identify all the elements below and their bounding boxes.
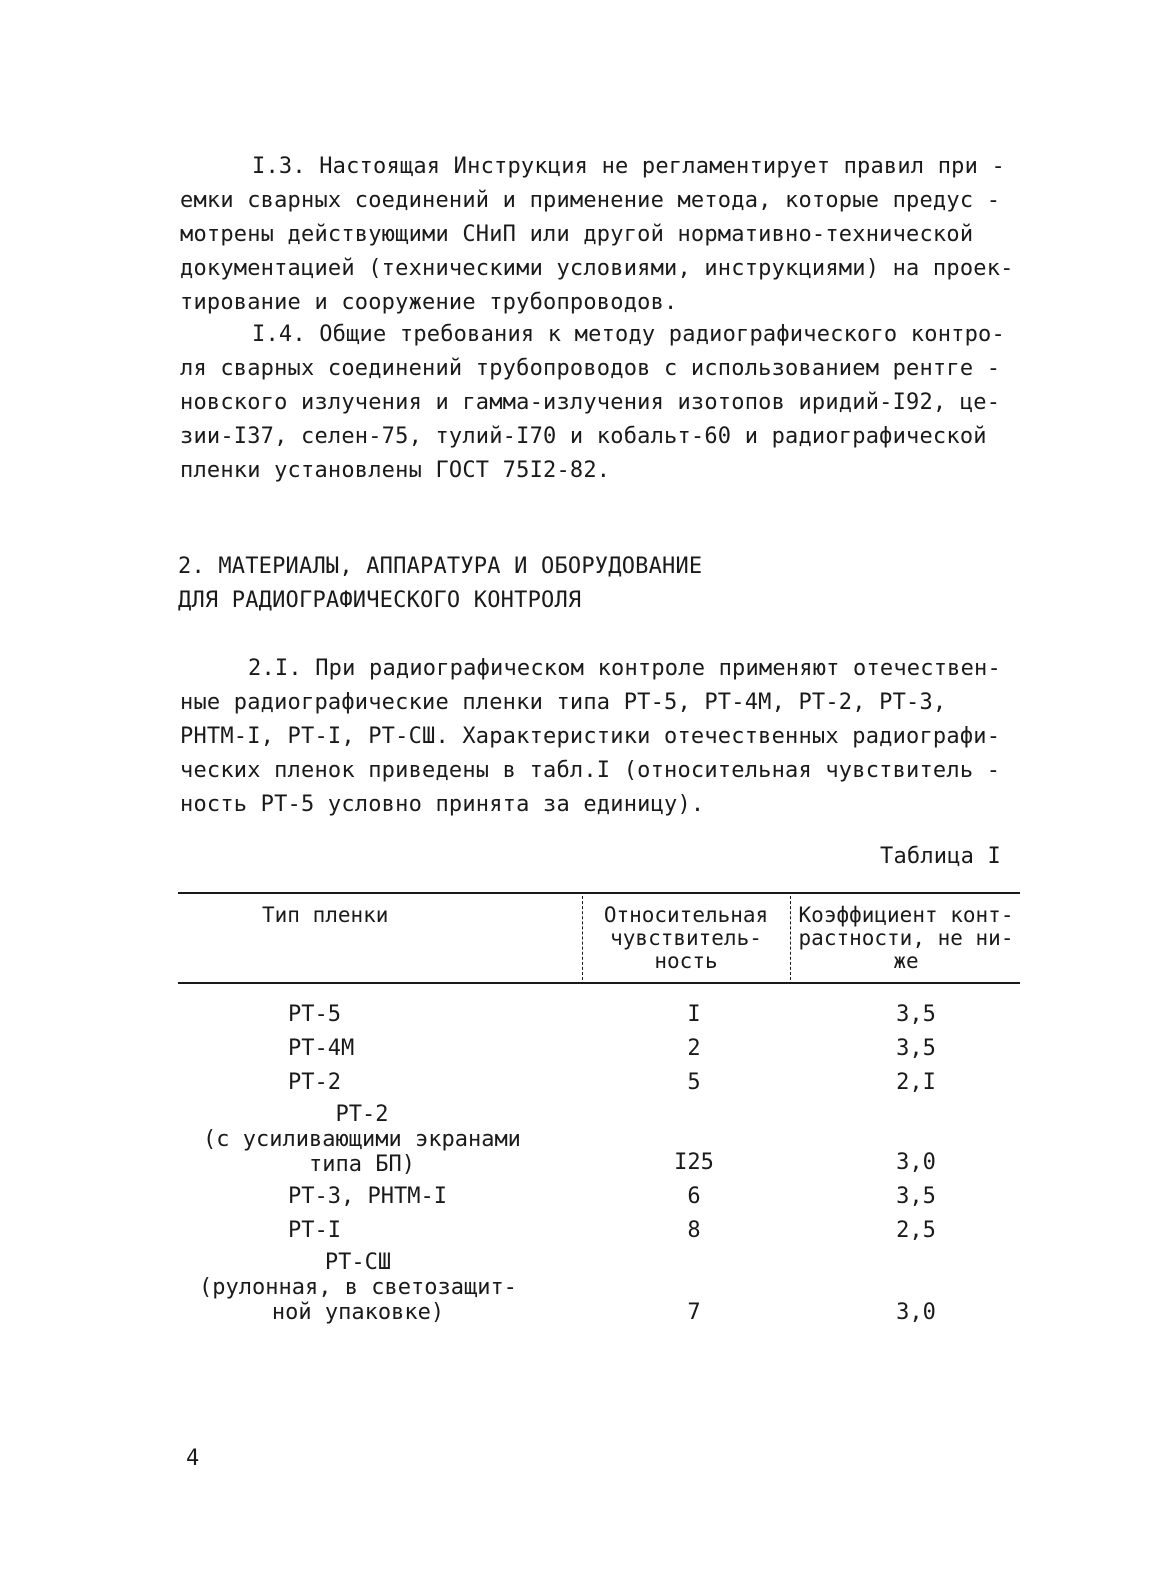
contrast-value: 2,I (896, 1070, 936, 1095)
text-line: ность РТ-5 условно принята за единицу). (180, 792, 705, 817)
column-divider (582, 896, 583, 980)
film-type: РТ-5 (288, 1002, 341, 1027)
table-top-rule (178, 892, 1020, 894)
text-line: мотрены действующими СНиП или другой нормативно-технической (180, 222, 974, 247)
sensitivity-value: 5 (687, 1070, 701, 1095)
table-header-rule (178, 982, 1020, 984)
sensitivity-value: 8 (687, 1218, 701, 1243)
contrast-value: 2,5 (896, 1218, 936, 1243)
text-line: пленки установлены ГОСТ 75I2-82. (180, 458, 611, 483)
text-line: I.4. Общие требования к методу радиографического контро- (252, 322, 1005, 347)
text-line: новского излучения и гамма-излучения изотопов иридий-I92, це- (180, 390, 1001, 415)
film-type: РТ-4М (288, 1036, 355, 1061)
heading-line: ДЛЯ РАДИОГРАФИЧЕСКОГО КОНТРОЛЯ (178, 588, 582, 613)
header-type: Тип пленки (262, 903, 389, 927)
header-contrast: Коэффициент конт- растности, не ни- же (798, 903, 1014, 973)
contrast-value: 3,5 (896, 1036, 936, 1061)
text-line: ческих пленок приведены в табл.I (относительная чувствитель - (180, 758, 1001, 783)
text-line: I.3. Настоящая Инструкция не регламентирует правил при - (252, 154, 1005, 179)
sensitivity-value: 2 (687, 1036, 701, 1061)
text-line: емки сварных соединений и применение метода, которые предус - (180, 188, 1001, 213)
header-sensitivity: Относительная чувствитель- ность (603, 903, 769, 973)
text-line: ные радиографические пленки типа РТ-5, РТ-4М, РТ-2, РТ-3, (180, 690, 947, 715)
text-line: документацией (техническими условиями, инструкциями) на проек- (180, 256, 1014, 281)
film-type: РТ-СШ (рулонная, в светозащит- ной упаковке) (199, 1250, 517, 1325)
text-line: ля сварных соединений трубопроводов с использованием рентге - (180, 356, 1001, 381)
table-caption: Таблица I (880, 844, 1002, 869)
sensitivity-value: I (687, 1002, 701, 1027)
sensitivity-value: 7 (687, 1300, 701, 1325)
film-type: РТ-I (288, 1218, 341, 1243)
film-type: РТ-3, РНТМ-I (288, 1184, 447, 1209)
text-line: тирование и сооружение трубопроводов. (180, 290, 678, 315)
text-line: зии-I37, селен-75, тулий-I70 и кобальт-60 и радиографической (180, 424, 987, 449)
sensitivity-value: I25 (674, 1150, 714, 1175)
contrast-value: 3,5 (896, 1002, 936, 1027)
film-type: РТ-2 (288, 1070, 341, 1095)
text-line: 2.I. При радиографическом контроле применяют отечествен- (248, 656, 1001, 681)
contrast-value: 3,0 (896, 1300, 936, 1325)
page-number: 4 (186, 1446, 200, 1471)
sensitivity-value: 6 (687, 1184, 701, 1209)
contrast-value: 3,0 (896, 1150, 936, 1175)
heading-line: 2. МАТЕРИАЛЫ, АППАРАТУРА И ОБОРУДОВАНИЕ (178, 554, 703, 579)
text-line: РНТМ-I, РТ-I, РТ-СШ. Характеристики отечественных радиографи- (180, 724, 1001, 749)
column-divider (790, 896, 791, 980)
contrast-value: 3,5 (896, 1184, 936, 1209)
film-type: РТ-2 (с усиливающими экранами типа БП) (203, 1102, 521, 1177)
